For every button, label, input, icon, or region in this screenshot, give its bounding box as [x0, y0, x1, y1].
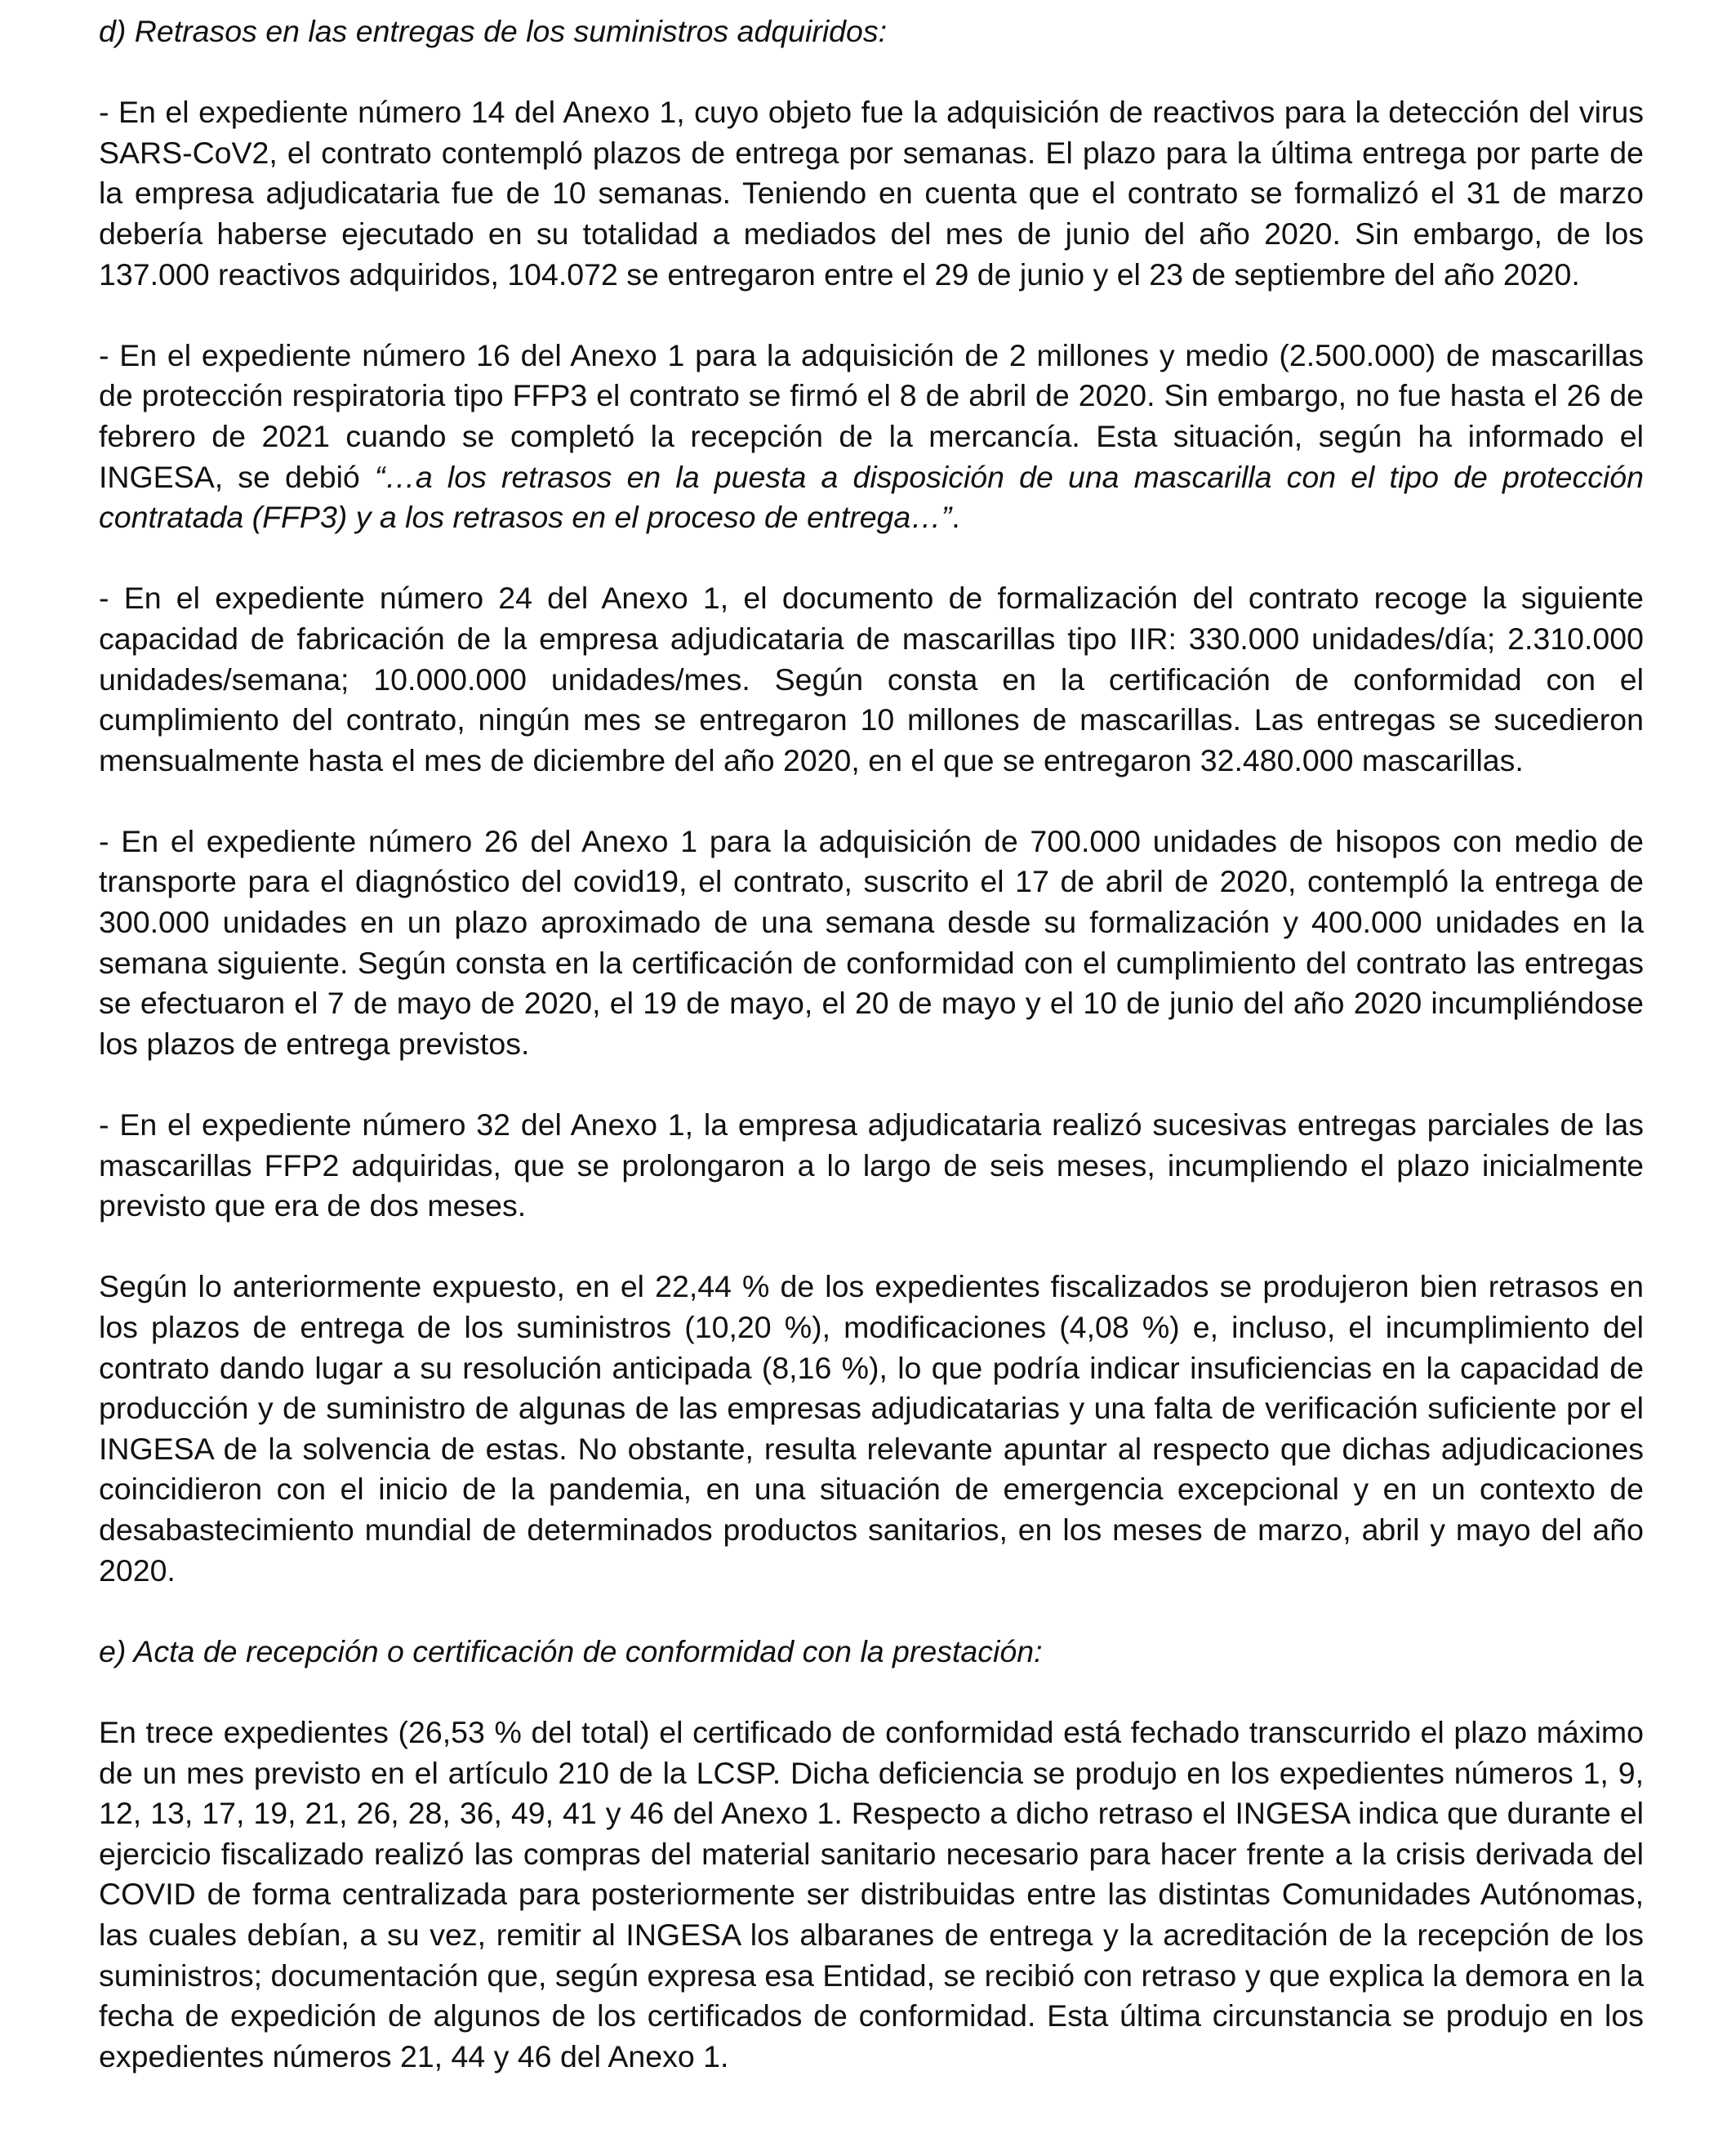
- paragraph-gap: [99, 1064, 1644, 1105]
- paragraph-expediente-26: - En el expediente número 26 del Anexo 1 para la adquisición de 700.000 unidades de hisopos con medio de transporte para el diagnóstico del covid19, el contrato, suscrito el 17 de abril de 2020, contempló la entrega de 300.000 unidades en un plazo aproximado de una semana desde su formalización y 400.000 unidades en la semana siguiente. Según consta en la certificación de conformidad con el cumplimiento del contrato las entregas se efectuaron el 7 de mayo de 2020, el 19 de mayo, el 20 de mayo y el 10 de junio del año 2020 incumpliéndose los plazos de entrega previstos.: [99, 823, 1644, 1061]
- section-e-heading: e) Acta de recepción o certificación de conformidad con la prestación:: [99, 1633, 1043, 1668]
- paragraph-gap: [99, 1227, 1644, 1267]
- paragraph-gap: [99, 52, 1644, 93]
- paragraph-expediente-16-text: - En el expediente número 16 del Anexo 1 para la adquisición de 2 millones y medio (2.500.000) de mascarillas de protección respiratoria tipo FFP3 el contrato se firmó el 8 de abril de 2020. Sin embargo, no fue hasta el 26 de febrero de 2021 cuando se completó la recepción de la mercancía. Esta situación, según ha informado el INGESA, se debió: [99, 337, 1644, 494]
- paragraph-expediente-16-end: .: [951, 500, 960, 535]
- paragraph-expediente-16: [99, 336, 1644, 538]
- ingesa-quote: “…a los retrasos en la puesta a disposición de una mascarilla con el tipo de protección contratada (FFP3) y a los retrasos en el proceso de entrega…”: [99, 459, 1644, 535]
- paragraph-expediente-24: - En el expediente número 24 del Anexo 1, el documento de formalización del contrato recoge la siguiente capacidad de fabricación de la empresa adjudicataria de mascarillas tipo IIR: 330.000 unidades/día; 2.310.000 unidades/semana; 10.000.000 unidades/mes. Según consta en la certificación de conformidad con el cumplimiento del contrato, ningún mes se entregaron 10 millones de mascarillas. Las entregas se sucedieron mensualmente hasta el mes de diciembre del año 2020, en el que se entregaron 32.480.000 mascarillas.: [99, 581, 1644, 777]
- paragraph-gap: [99, 781, 1644, 822]
- paragraph-gap: [99, 295, 1644, 336]
- paragraph-certificados: En trece expedientes (26,53 % del total) el certificado de conformidad está fechado transcurrido el plazo máximo de un mes previsto en el artículo 210 de la LCSP. Dicha deficiencia se produjo en los expedientes números 1, 9, 12, 13, 17, 19, 21, 26, 28, 36, 49, 41 y 46 del Anexo 1. Respecto a dicho retraso el INGESA indica que durante el ejercicio fiscalizado realizó las compras del material sanitario necesario para hacer frente a la crisis derivada del COVID de forma centralizada para posteriormente ser distribuidas entre las distintas Comunidades Autónomas, las cuales debían, a su vez, remitir al INGESA los albaranes de entrega y la acreditación de la recepción de los suministros; documentación que, según expresa esa Entidad, se recibió con retraso y que explica la demora en la fecha de expedición de algunos de los certificados de conformidad. Esta última circunstancia se produjo en los expedientes números 21, 44 y 46 del Anexo 1.: [99, 1714, 1644, 2073]
- paragraph-gap: [99, 1672, 1644, 1713]
- paragraph-expediente-32: - En el expediente número 32 del Anexo 1, la empresa adjudicataria realizó sucesivas entregas parciales de las mascarillas FFP2 adquiridas, que se prolongaron a lo largo de seis meses, incumpliendo el plazo inicialmente previsto que era de dos meses.: [99, 1107, 1644, 1223]
- paragraph-expediente-14: - En el expediente número 14 del Anexo 1, cuyo objeto fue la adquisición de reactivos para la detección del virus SARS-CoV2, el contrato contempló plazos de entrega por semanas. El plazo para la última entrega por parte de la empresa adjudicataria fue de 10 semanas. Teniendo en cuenta que el contrato se formalizó el 31 de marzo debería haberse ejecutado en su totalidad a mediados del mes de junio del año 2020. Sin embargo, de los 137.000 reactivos adquiridos, 104.072 se entregaron entre el 29 de junio y el 23 de septiembre del año 2020.: [99, 95, 1644, 292]
- paragraph-gap: [99, 1591, 1644, 1632]
- paragraph-gap: [99, 538, 1644, 579]
- section-d-heading: d) Retrasos en las entregas de los suministros adquiridos:: [99, 14, 888, 48]
- paragraph-summary: Según lo anteriormente expuesto, en el 22,44 % de los expedientes fiscalizados se produjeron bien retrasos en los plazos de entrega de los suministros (10,20 %), modificaciones (4,08 %) e, incluso, el incumplimiento del contrato dando lugar a su resolución anticipada (8,16 %), lo que podría indicar insuficiencias en la capacidad de producción y de suministro de algunas de las empresas adjudicatarias y una falta de verificación suficiente por el INGESA de la solvencia de estas. No obstante, resulta relevante apuntar al respecto que dichas adjudicaciones coincidieron con el inicio de la pandemia, en una situación de emergencia excepcional y en un contexto de desabastecimiento mundial de determinados productos sanitarios, en los meses de marzo, abril y mayo del año 2020.: [99, 1269, 1644, 1588]
- document-page: [99, 0, 1644, 2077]
